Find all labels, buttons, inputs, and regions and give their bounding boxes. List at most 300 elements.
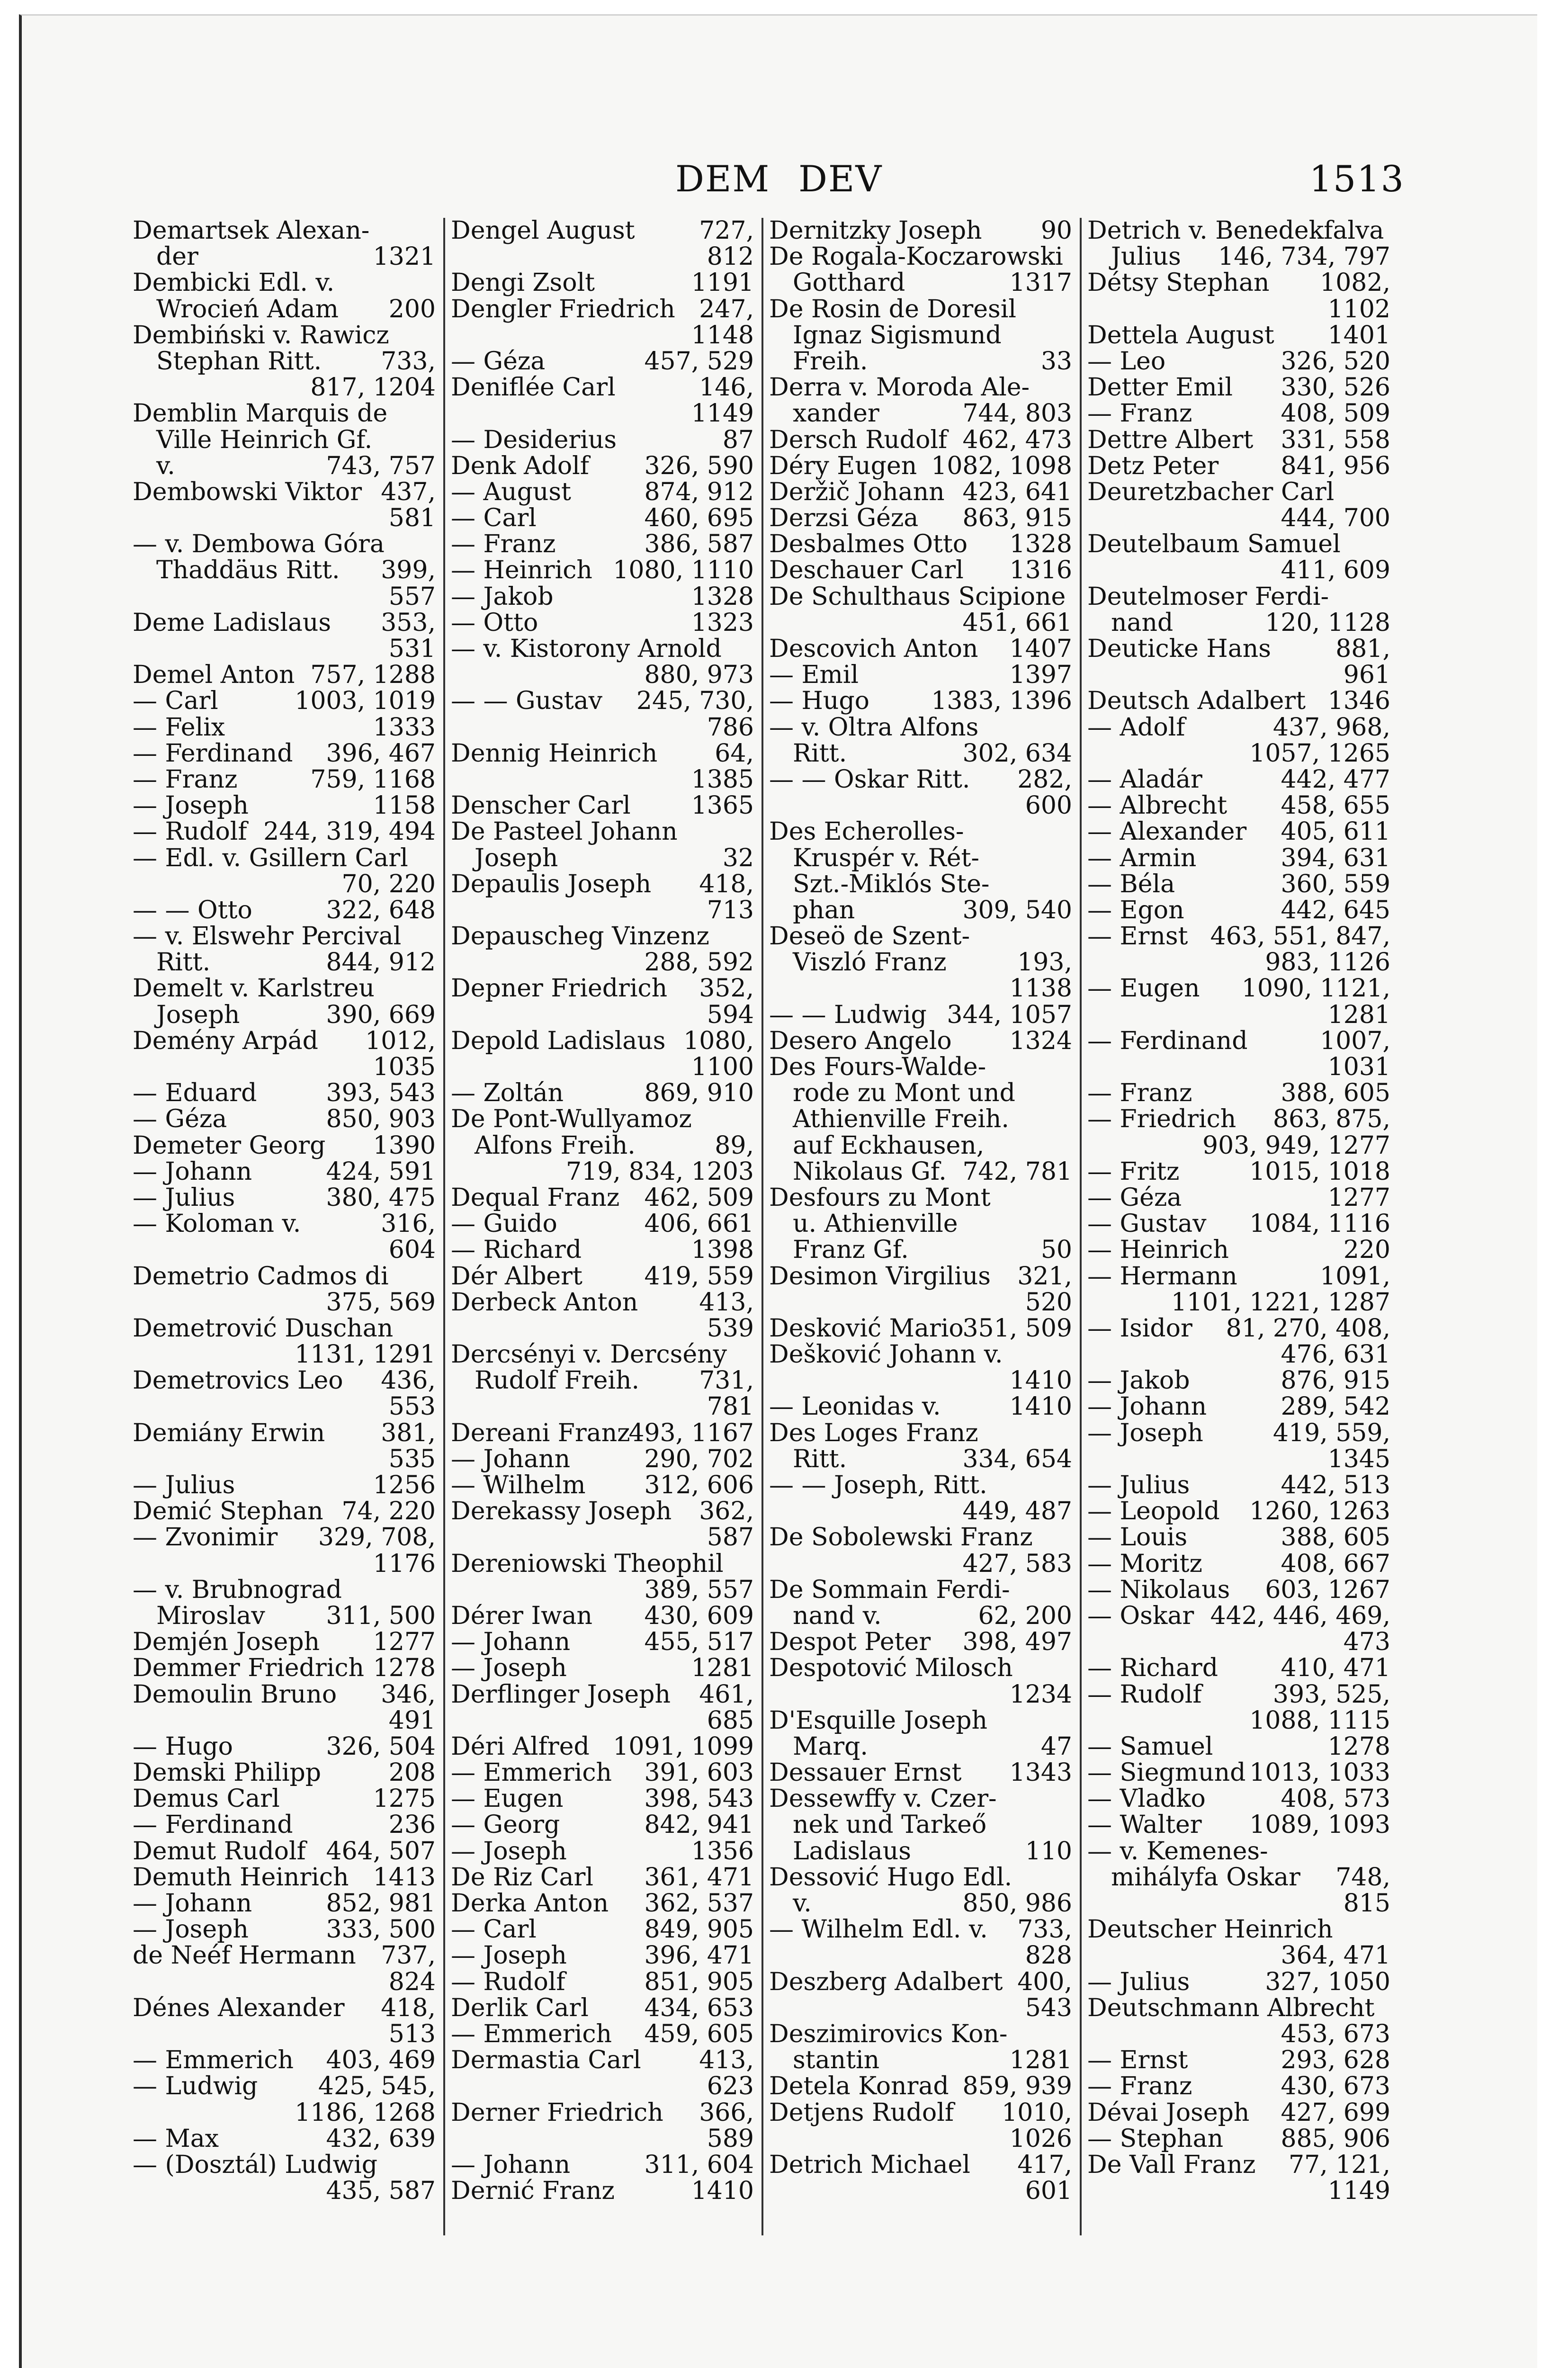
index-entry (769, 2021, 1072, 2047)
entry-page-refs: 553 (388, 1392, 436, 1421)
entry-page-refs: 850, 986 (962, 1889, 1072, 1918)
index-entry (769, 1629, 1072, 1655)
entry-page-refs: 1346 (1327, 687, 1390, 716)
entry-name: Desković Mario (769, 1314, 964, 1343)
index-entry (133, 453, 436, 479)
entry-name: Dereani Franz (451, 1418, 630, 1447)
entry-page-refs: 430, 673 (1281, 2072, 1390, 2101)
entry-page-refs: 146, (699, 373, 754, 402)
index-entry (769, 1342, 1072, 1368)
index-entry (769, 323, 1072, 349)
entry-page-refs: 1333 (373, 713, 436, 742)
entry-page-refs: 375, 569 (326, 1288, 436, 1317)
entry-page-refs: 731, (699, 1366, 754, 1395)
index-entry (769, 1080, 1072, 1106)
index-entry (451, 2021, 754, 2047)
entry-name: — Carl (451, 1915, 537, 1944)
index-column-1 (133, 218, 436, 2283)
entry-name: Dettre Albert (1087, 425, 1254, 454)
entry-page-refs: 146, 734, 797 (1218, 242, 1390, 271)
entry-name: Dérer Iwan (451, 1601, 593, 1630)
index-entry (451, 715, 754, 741)
index-entry (133, 401, 436, 427)
entry-page-refs: 601 (1025, 2177, 1072, 2206)
entry-page-refs: 453, 673 (1281, 2019, 1390, 2048)
entry-page-refs: 87 (722, 425, 754, 454)
entry-page-refs: 1278 (373, 1654, 436, 1683)
index-entry (451, 1342, 754, 1368)
index-entry (451, 1237, 754, 1263)
entry-name: Deutscher Heinrich (1087, 1915, 1333, 1944)
index-entry (451, 2178, 754, 2204)
entry-page-refs: 364, 471 (1281, 1941, 1390, 1970)
index-entry (769, 1525, 1072, 1551)
entry-name: Dešković Johann v. (769, 1340, 1003, 1369)
entry-page-refs: 859, 939 (962, 2072, 1072, 2101)
entry-name: Dersch Rudolf (769, 425, 948, 454)
index-entry (451, 401, 754, 427)
index-entry (1087, 1917, 1390, 1943)
entry-page-refs: 1275 (373, 1785, 436, 1813)
entry-name: — Vladko (1087, 1785, 1206, 1813)
index-columns (133, 218, 1388, 2325)
index-entry (451, 1577, 754, 1603)
entry-page-refs: 1328 (1009, 530, 1072, 559)
entry-page-refs: 1084, 1116 (1249, 1210, 1390, 1238)
index-entry (1087, 1159, 1390, 1185)
index-entry (133, 1682, 436, 1708)
entry-page-refs: 1401 (1327, 321, 1390, 350)
entry-name: De Sommain Ferdi- (769, 1575, 1010, 1604)
index-entry (133, 2100, 436, 2126)
entry-name: — Zoltán (451, 1079, 564, 1108)
entry-page-refs: 427, 699 (1281, 2098, 1390, 2127)
entry-page-refs: 396, 471 (644, 1941, 754, 1970)
entry-page-refs: 393, 525, (1272, 1680, 1390, 1709)
entry-name: — Emil (769, 661, 859, 690)
entry-name: — Emmerich (451, 2019, 612, 2048)
index-entry (451, 741, 754, 767)
entry-page-refs: 1277 (373, 1628, 436, 1657)
index-entry (133, 505, 436, 531)
index-entry (451, 871, 754, 897)
entry-page-refs: 1410 (1009, 1392, 1072, 1421)
entry-page-refs: 380, 475 (326, 1183, 436, 1212)
entry-page-refs: 50 (1040, 1236, 1072, 1265)
index-entry (451, 218, 754, 244)
entry-page-refs: 311, 500 (326, 1601, 436, 1630)
index-entry (1087, 950, 1390, 976)
index-entry (451, 950, 754, 976)
entry-name: nand v. (793, 1601, 882, 1630)
index-entry (133, 1316, 436, 1342)
entry-page-refs: 418, (699, 870, 754, 898)
entry-name: — Emmerich (451, 1758, 612, 1787)
index-entry (769, 688, 1072, 714)
entry-name: — — Joseph, Ritt. (769, 1471, 987, 1499)
entry-name: Déry Eugen (769, 451, 917, 480)
index-entry (451, 1682, 754, 1708)
entry-name: — Oskar (1087, 1601, 1194, 1630)
header-left-keyword: DEM (675, 158, 771, 200)
index-entry (1087, 401, 1390, 427)
index-entry (451, 2100, 754, 2126)
entry-page-refs: 460, 695 (644, 504, 754, 533)
entry-name: Depaulis Joseph (451, 870, 652, 898)
entry-page-refs: 457, 529 (644, 347, 754, 376)
entry-page-refs: 413, (699, 1288, 754, 1317)
index-entry (769, 427, 1072, 453)
entry-name: Deme Ladislaus (133, 608, 332, 637)
entry-page-refs: 331, 558 (1281, 425, 1390, 454)
entry-page-refs: 245, 730, (636, 687, 754, 716)
index-entry (133, 270, 436, 296)
index-entry (133, 557, 436, 583)
index-entry (133, 375, 436, 401)
entry-page-refs: 961 (1343, 661, 1390, 690)
index-entry (133, 636, 436, 662)
entry-name: — Ferdinand (133, 1811, 293, 1839)
entry-name: — Samuel (1087, 1732, 1213, 1761)
index-entry (769, 505, 1072, 531)
entry-page-refs: 410, 471 (1281, 1654, 1390, 1683)
index-entry (769, 375, 1072, 401)
index-entry (769, 2178, 1072, 2204)
entry-page-refs: 1138 (1009, 974, 1072, 1003)
entry-page-refs: 333, 500 (326, 1915, 436, 1944)
entry-name: Derka Anton (451, 1889, 609, 1918)
index-entry (451, 767, 754, 793)
header-right-keyword: DEV (798, 158, 883, 200)
entry-name: Dequal Franz (451, 1183, 620, 1212)
entry-name: — Eduard (133, 1079, 257, 1108)
index-entry (451, 1264, 754, 1290)
entry-name: Depauscheg Vinzenz (451, 922, 709, 951)
index-entry (769, 1682, 1072, 1708)
entry-name: Desfours zu Mont (769, 1183, 991, 1212)
index-entry (769, 1368, 1072, 1394)
entry-page-refs: 408, 667 (1281, 1549, 1390, 1578)
index-entry (133, 871, 436, 897)
page-number: 1513 (1309, 158, 1405, 200)
entry-name: — Julius (133, 1183, 235, 1212)
entry-page-refs: 733, (1017, 1915, 1072, 1944)
entry-page-refs: 531 (388, 635, 436, 663)
entry-page-refs: 539 (707, 1314, 754, 1343)
entry-name: — Walter (1087, 1811, 1202, 1839)
index-entry (1087, 1106, 1390, 1132)
index-entry (451, 270, 754, 296)
entry-page-refs: 1324 (1009, 1026, 1072, 1055)
entry-page-refs: 461, (699, 1680, 754, 1709)
entry-name: — — Ludwig (769, 1000, 927, 1029)
index-entry (1087, 741, 1390, 767)
index-entry (769, 767, 1072, 793)
index-entry (451, 1891, 754, 1917)
entry-page-refs: 1010, (1002, 2098, 1072, 2127)
entry-page-refs: 1390 (373, 1131, 436, 1160)
index-entry (769, 871, 1072, 897)
entry-page-refs: 74, 220 (341, 1497, 436, 1526)
entry-name: Denscher Carl (451, 791, 631, 820)
entry-page-refs: 1365 (691, 791, 754, 820)
index-entry (451, 1865, 754, 1891)
index-entry (133, 1865, 436, 1891)
entry-page-refs: 330, 526 (1281, 373, 1390, 402)
index-entry (1087, 1995, 1390, 2021)
entry-page-refs: 334, 654 (962, 1444, 1072, 1473)
entry-page-refs: 289, 542 (1281, 1392, 1390, 1421)
entry-name: — Franz (1087, 399, 1192, 428)
index-entry (133, 1080, 436, 1106)
entry-name: — — Oskar Ritt. (769, 765, 970, 794)
entry-name: Dessauer Ernst (769, 1758, 962, 1787)
index-entry (133, 2178, 436, 2204)
index-entry (1087, 1446, 1390, 1472)
index-entry (133, 1498, 436, 1525)
index-entry (769, 1708, 1072, 1734)
index-entry (1087, 662, 1390, 688)
index-entry (769, 1995, 1072, 2021)
entry-name: — Eugen (1087, 974, 1200, 1003)
entry-name: — Koloman v. (133, 1210, 301, 1238)
entry-page-refs: 1397 (1009, 661, 1072, 690)
entry-name: nand (1111, 608, 1174, 637)
entry-page-refs: 742, 781 (962, 1157, 1072, 1186)
running-header (154, 155, 1405, 207)
index-entry (769, 2152, 1072, 2178)
index-entry (133, 1812, 436, 1838)
index-entry (451, 1290, 754, 1316)
entry-page-refs: 47 (1040, 1732, 1072, 1761)
index-entry (1087, 1603, 1390, 1629)
entry-name: Dembiński v. Rawicz (133, 321, 389, 350)
entry-name: Dernitzky Joseph (769, 216, 982, 245)
entry-name: Des Echerolles- (769, 817, 964, 846)
entry-name: Demski Philipp (133, 1758, 322, 1787)
index-entry (451, 1185, 754, 1211)
entry-name: — Carl (451, 504, 537, 533)
entry-page-refs: 362, (699, 1497, 754, 1526)
entry-page-refs: 406, 661 (644, 1210, 754, 1238)
entry-name: Deutschmann Albrecht (1087, 1993, 1375, 2022)
entry-page-refs: 1260, 1263 (1249, 1497, 1390, 1526)
index-entry (769, 270, 1072, 296)
entry-name: — August (451, 477, 571, 506)
entry-page-refs: 400, (1017, 1967, 1072, 1996)
entry-page-refs: 64, (715, 739, 754, 768)
entry-page-refs: 437, 968, (1272, 713, 1390, 742)
entry-name: Desero Angelo (769, 1026, 952, 1055)
entry-name: Dessewffy v. Czer- (769, 1785, 997, 1813)
entry-page-refs: 312, 606 (644, 1471, 754, 1499)
entry-name: — Franz (133, 765, 238, 794)
entry-name: — Leopold (1087, 1497, 1220, 1526)
entry-name: — Moritz (1087, 1549, 1202, 1578)
entry-page-refs: 1080, 1110 (613, 556, 754, 585)
entry-page-refs: 462, 473 (962, 425, 1072, 454)
entry-page-refs: 1356 (691, 1837, 754, 1866)
entry-name: — Wilhelm Edl. v. (769, 1915, 988, 1944)
index-entry (769, 897, 1072, 924)
index-entry (769, 662, 1072, 688)
entry-page-refs: 200 (388, 295, 436, 323)
entry-name: — Joseph (451, 1837, 567, 1866)
entry-page-refs: 852, 981 (326, 1889, 436, 1918)
index-entry (769, 296, 1072, 323)
entry-page-refs: 288, 592 (644, 948, 754, 977)
index-entry (769, 1812, 1072, 1838)
entry-page-refs: 413, (699, 2046, 754, 2075)
index-entry (769, 218, 1072, 244)
entry-page-refs: 408, 573 (1281, 1785, 1390, 1813)
index-entry (1087, 871, 1390, 897)
entry-name: Dér Albert (451, 1262, 582, 1291)
index-entry (1087, 819, 1390, 845)
entry-page-refs: 62, 200 (978, 1601, 1072, 1630)
entry-page-refs: 733, (381, 347, 436, 376)
entry-page-refs: 1281 (691, 1654, 754, 1683)
entry-page-refs: 869, 910 (644, 1079, 754, 1108)
entry-name: Deschauer Carl (769, 556, 964, 585)
entry-name: — Johann (133, 1157, 252, 1186)
entry-page-refs: 89, (715, 1131, 754, 1160)
entry-page-refs: 391, 603 (644, 1758, 754, 1787)
index-entry (451, 688, 754, 714)
index-entry (451, 2152, 754, 2178)
entry-name: De Rosin de Doresil (769, 295, 1016, 323)
entry-page-refs: 557 (388, 582, 436, 611)
entry-name: Demetrović Duschan (133, 1314, 394, 1343)
entry-name: Demuth Heinrich (133, 1863, 349, 1892)
index-entry (133, 1394, 436, 1420)
index-entry (451, 244, 754, 270)
entry-page-refs: 1035 (373, 1053, 436, 1081)
entry-page-refs: 417, (1017, 2150, 1072, 2179)
entry-name: Viszló Franz (793, 948, 947, 977)
entry-page-refs: 321, (1017, 1262, 1072, 1291)
entry-page-refs: 1398 (691, 1236, 754, 1265)
entry-name: — v. Elswehr Percival (133, 922, 402, 951)
entry-page-refs: 1176 (373, 1549, 436, 1578)
entry-page-refs: 361, 471 (644, 1863, 754, 1892)
entry-name: — Ferdinand (1087, 1026, 1248, 1055)
index-entry (769, 349, 1072, 375)
entry-page-refs: 110 (1025, 1837, 1072, 1866)
index-entry (769, 2073, 1072, 2099)
entry-name: — Armin (1087, 843, 1197, 872)
entry-name: — Carl (133, 687, 218, 716)
entry-page-refs: 455, 517 (644, 1628, 754, 1657)
index-entry (1087, 636, 1390, 662)
index-entry (451, 453, 754, 479)
entry-name: — Edl. v. Gsillern Carl (133, 843, 408, 872)
entry-name: Deutelbaum Samuel (1087, 530, 1341, 559)
index-entry (133, 1943, 436, 1969)
index-entry (133, 2047, 436, 2073)
entry-name: Rudolf Freih. (475, 1366, 640, 1395)
index-entry (133, 819, 436, 845)
index-entry (1087, 427, 1390, 453)
entry-name: — Rudolf (451, 1967, 565, 1996)
index-entry (769, 976, 1072, 1002)
entry-name: Dercsényi v. Dercsény (451, 1340, 727, 1369)
entry-page-refs: 535 (388, 1444, 436, 1473)
entry-name: mihályfa Oskar (1111, 1863, 1300, 1892)
index-entry (1087, 1708, 1390, 1734)
entry-page-refs: 885, 906 (1281, 2124, 1390, 2153)
entry-name: — v. Brubnograd (133, 1575, 342, 1604)
entry-page-refs: 408, 509 (1281, 399, 1390, 428)
entry-page-refs: 442, 477 (1281, 765, 1390, 794)
entry-name: Des Loges Franz (769, 1418, 978, 1447)
entry-name: — v. Oltra Alfons (769, 713, 979, 742)
entry-name: — Isidor (1087, 1314, 1192, 1343)
entry-name: — Hugo (769, 687, 869, 716)
index-entry (769, 1498, 1072, 1525)
index-entry (133, 845, 436, 871)
entry-page-refs: 77, 121, (1288, 2150, 1390, 2179)
index-entry (133, 1342, 436, 1368)
entry-name: Demić Stephan (133, 1497, 323, 1526)
index-entry (133, 296, 436, 323)
entry-name: Ville Heinrich Gf. (156, 425, 373, 454)
entry-name: Detrich Michael (769, 2150, 970, 2179)
entry-page-refs: 81, 270, 408, (1226, 1314, 1390, 1343)
entry-name: Deuticke Hans (1087, 635, 1271, 663)
entry-page-refs: 352, (699, 974, 754, 1003)
index-entry (451, 1420, 754, 1446)
index-entry (133, 976, 436, 1002)
entry-page-refs: 473 (1343, 1628, 1390, 1657)
entry-page-refs: 436, (381, 1366, 436, 1395)
index-entry (133, 1002, 436, 1028)
index-entry (769, 2047, 1072, 2073)
entry-name: De Rogala-Koczarowski (769, 242, 1063, 271)
index-entry (133, 662, 436, 688)
entry-name: — Ernst (1087, 922, 1188, 951)
entry-name: — Richard (451, 1236, 582, 1265)
entry-page-refs: 442, 513 (1281, 1471, 1390, 1499)
entry-page-refs: 491 (388, 1706, 436, 1735)
entry-name: — Joseph (451, 1941, 567, 1970)
entry-page-refs: 458, 655 (1281, 791, 1390, 820)
entry-name: Ritt. (793, 1444, 847, 1473)
index-entry (133, 1472, 436, 1498)
entry-name: — Géza (451, 347, 546, 376)
entry-name: — — Gustav (451, 687, 603, 716)
entry-name: Demeter Georg (133, 1131, 326, 1160)
index-entry (769, 2100, 1072, 2126)
index-entry (1087, 1133, 1390, 1159)
index-entry (1087, 375, 1390, 401)
entry-page-refs: 589 (707, 2124, 754, 2153)
index-entry (451, 1603, 754, 1629)
entry-page-refs: 220 (1343, 1236, 1390, 1265)
entry-page-refs: 419, 559, (1272, 1418, 1390, 1447)
entry-name: Detter Emil (1087, 373, 1233, 402)
index-entry (769, 741, 1072, 767)
index-entry (451, 1812, 754, 1838)
entry-name: — Richard (1087, 1654, 1219, 1683)
entry-name: Dennig Heinrich (451, 739, 658, 768)
entry-page-refs: 309, 540 (962, 896, 1072, 924)
index-entry (451, 1551, 754, 1577)
index-entry (451, 1054, 754, 1080)
index-entry (1087, 1969, 1390, 1995)
entry-page-refs: 876, 915 (1281, 1366, 1390, 1395)
index-entry (769, 1028, 1072, 1054)
